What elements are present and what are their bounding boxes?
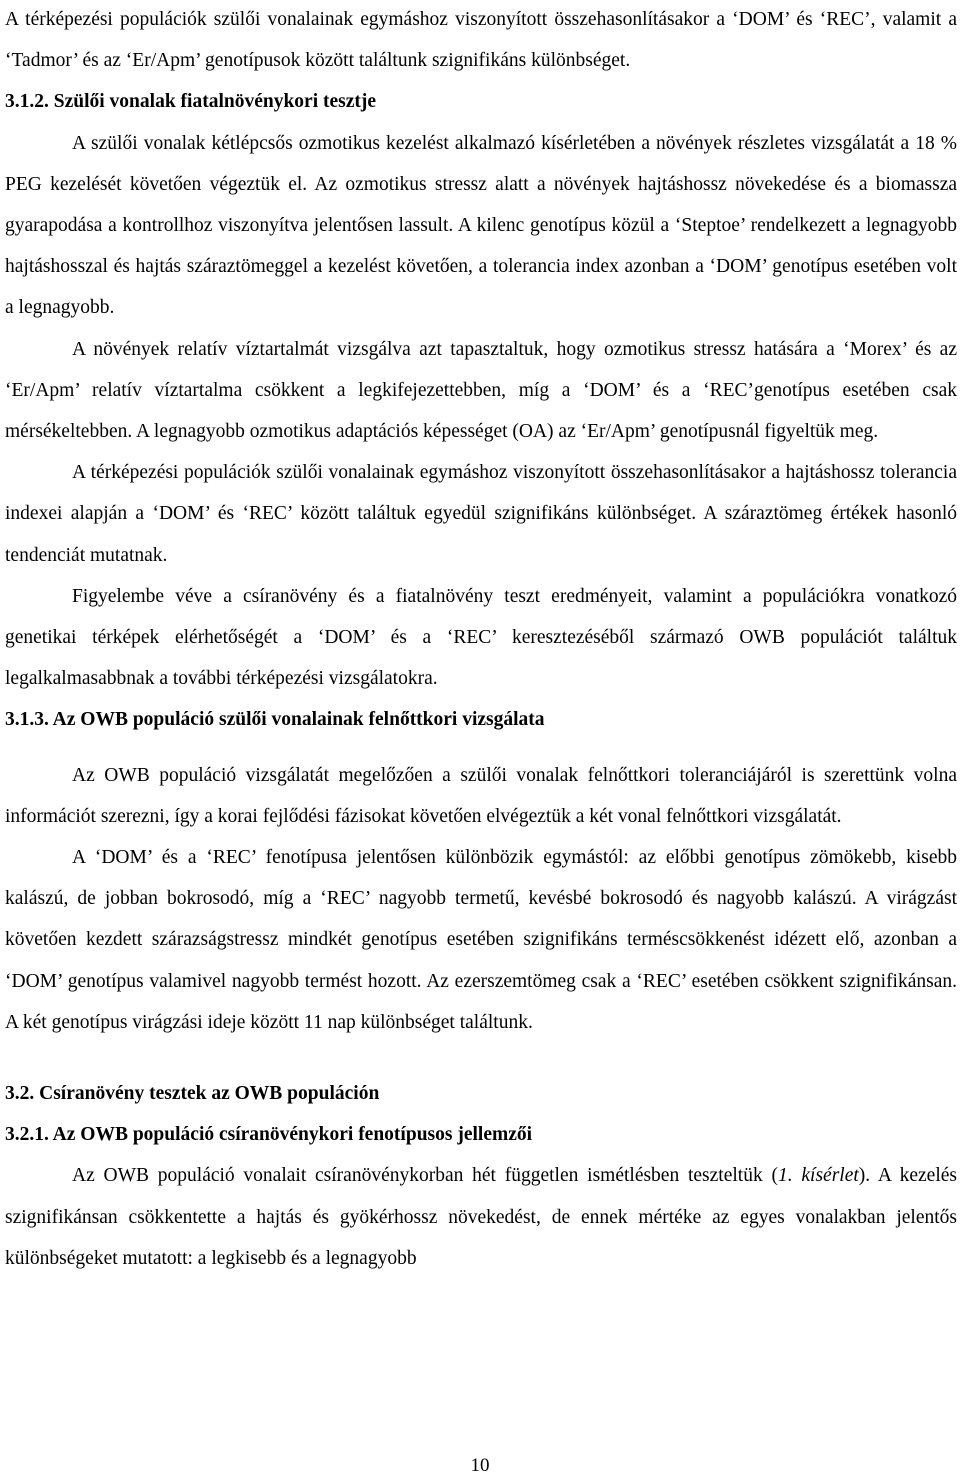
section-heading-3-1-3: 3.1.3. Az OWB populáció szülői vonalainak felnőttkori vizsgálata [5, 709, 545, 731]
paragraph-adult-tolerance: Az OWB populáció vizsgálatát megelőzően a szülői vonalak felnőttkori toleranciájáról is szerettünk volna információt szerezni, így a korai fejlődési fázisokat követően elvégeztük a két vonal felnőttkori vizsgálatát. [5, 764, 957, 827]
paragraph-owb-seedling-test [5, 1155, 957, 1279]
paragraph-owb-selection: Figyelembe véve a csíranövény és a fiatalnövény teszt eredményeit, valamint a populációkra vonatkozó genetikai térképek elérhetőségét a ‘DOM’ és a ‘REC’ keresztezéséből származó OWB populációt találtuk legalkalmasabbnak a további térképezési vizsgálatokra. [5, 585, 957, 690]
paragraph-end-text: ). A kezelés szignifikánsan csökkentette a hajtás és gyökérhossz növekedést, de ennek mértéke az egyes vonalakban jelentős különbségeket mutatott: a legkisebb és a legnagyobb [5, 1165, 957, 1269]
spacer [5, 1043, 957, 1073]
paragraph-phenotype-difference: A ‘DOM’ és a ‘REC’ fenotípusa jelentősen különbözik egymástól: az előbbi genotípus zömökebb, kisebb kalászú, de jobban bokrosodó, míg a ‘REC’ nagyobb termetű, kevésbé bokrosodó és nagyobb kalászú. A virágzást követően kezdett szárazságstressz mindkét genotípus esetében szignifikáns terméscsökkenést idézett elő, azonban a ‘DOM’ genotípus valamivel nagyobb termést hozott. Az ezerszemtömeg csak a ‘REC’ esetében csökkent szignifikánsan. A két genotípus virágzási ideje között 11 nap különbséget találtunk. [5, 847, 957, 1033]
paragraph-start-text: Az OWB populáció vonalait csíranövénykorban hét független ismétlésben teszteltük ( [72, 1165, 778, 1187]
paragraph-relative-water-content: A növények relatív víztartalmát vizsgálva azt tapasztaltuk, hogy ozmotikus stressz hatására a ‘Morex’ és az ‘Er/Apm’ relatív víztartalma csökkent a legkifejezettebben, míg a ‘DOM’ és a ‘REC’genotípus esetében csak mérsékeltebben. A legnagyobb ozmotikus adaptációs képességet (OA) az ‘Er/Apm’ genotípusnál figyeltük meg. [5, 338, 957, 443]
experiment-reference: 1. kísérlet [777, 1165, 859, 1187]
paragraph-young-plant-test: A szülői vonalak kétlépcsős ozmotikus kezelést alkalmazó kísérletében a növények részletes vizsgálatát a 18 % PEG kezelését követően végeztük el. Az ozmotikus stressz alatt a növények hajtáshossz növekedése és a biomassza gyarapodása a kontrollhoz viszonyítva jelentősen lassult. A kilenc genotípus közül a ‘Steptoe’ rendelkezett a legnagyobb hajtáshosszal és hajtás száraztömeggel a kezelést követően, a tolerancia index azonban a ‘DOM’ genotípus esetében volt a legnagyobb. [5, 132, 957, 319]
section-heading-3-2-1: 3.2.1. Az OWB populáció csíranövénykori fenotípusos jellemzői [5, 1124, 533, 1146]
paragraph-tolerance-index: A térképezési populációk szülői vonalainak egymáshoz viszonyított összehasonlításakor a hajtáshossz tolerancia indexei alapján a ‘DOM’ és ‘REC’ között találtuk egyedül szignifikáns különbséget. A száraztömeg értékek hasonló tendenciát mutatnak. [5, 462, 957, 566]
section-number: 3.1.2. [5, 91, 49, 113]
paragraph-dom-rec-comparison: A térképezési populációk szülői vonalainak egymáshoz viszonyított összehasonlításakor a ‘DOM’ és ‘REC’, valamit a ‘Tadmor’ és az ‘Er/Apm’ genotípusok között találtunk szignifikáns különbséget. [5, 9, 957, 72]
document-page [5, 0, 957, 1279]
section-title: Szülői vonalak fiatalnövénykori tesztje [53, 91, 377, 113]
page-number: 10 [470, 1455, 490, 1476]
section-heading-3-1-2 [5, 81, 957, 122]
section-heading-3-2: 3.2. Csíranövény tesztek az OWB populáción [5, 1083, 380, 1105]
